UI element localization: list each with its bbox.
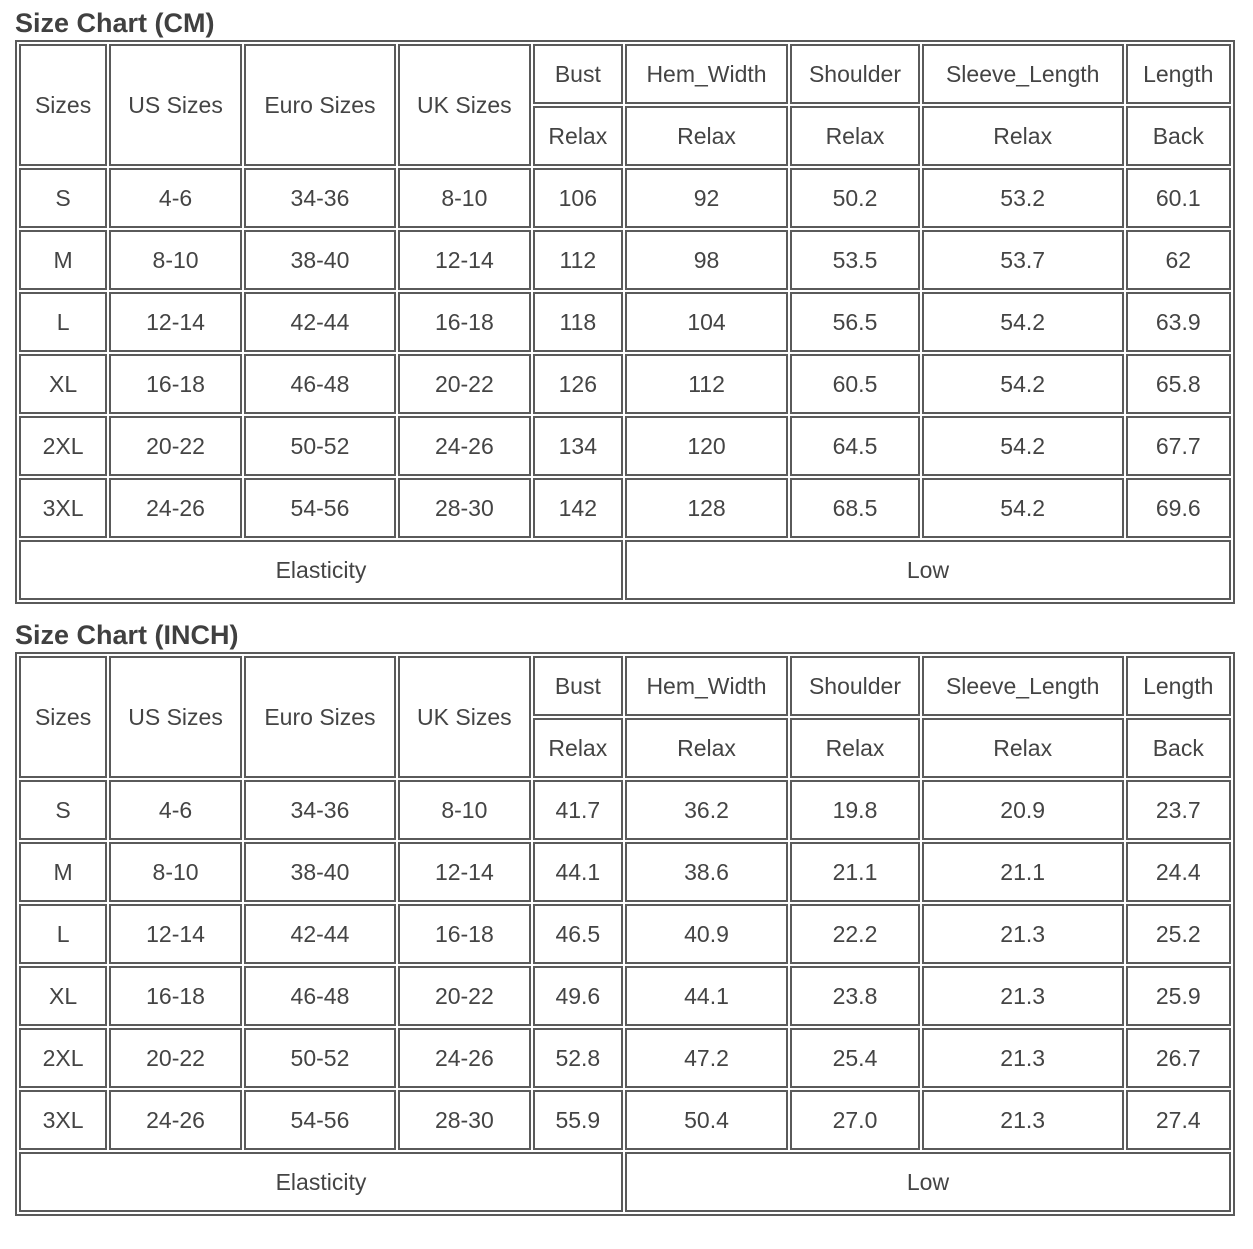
subheader-cell: Relax — [625, 718, 788, 778]
header-cell: Length — [1126, 656, 1231, 716]
elasticity-label: Elasticity — [19, 1152, 623, 1212]
table-cell: 20-22 — [109, 1028, 242, 1088]
table-cell: 120 — [625, 416, 788, 476]
header-cell: UK Sizes — [398, 656, 531, 778]
table-cell: 12-14 — [398, 842, 531, 902]
size-chart-cm-table — [15, 40, 1235, 604]
table-cell: 47.2 — [625, 1028, 788, 1088]
table-cell: 64.5 — [790, 416, 920, 476]
table-cell: 23.7 — [1126, 780, 1231, 840]
table-cell: 112 — [625, 354, 788, 414]
table-row — [19, 478, 1231, 538]
table-cell: 44.1 — [533, 842, 623, 902]
table-cell: S — [19, 168, 107, 228]
table-cell: 8-10 — [398, 780, 531, 840]
header-row-top — [19, 656, 1231, 716]
table-cell: 53.5 — [790, 230, 920, 290]
table-cell: 54.2 — [922, 354, 1124, 414]
table-cell: 24-26 — [398, 416, 531, 476]
table-cell: 38-40 — [244, 842, 396, 902]
table-cell: 21.3 — [922, 1028, 1124, 1088]
table-cell: 104 — [625, 292, 788, 352]
header-cell: Euro Sizes — [244, 44, 396, 166]
table-cell: XL — [19, 966, 107, 1026]
table-cell: 56.5 — [790, 292, 920, 352]
elasticity-value: Low — [625, 540, 1231, 600]
table-cell: 50.4 — [625, 1090, 788, 1150]
header-cell: Length — [1126, 44, 1231, 104]
table-cell: 21.3 — [922, 1090, 1124, 1150]
table-row — [19, 354, 1231, 414]
table-cell: 60.1 — [1126, 168, 1231, 228]
table-cell: 25.4 — [790, 1028, 920, 1088]
subheader-cell: Relax — [790, 106, 920, 166]
table-cell: 20.9 — [922, 780, 1124, 840]
table-row — [19, 168, 1231, 228]
header-cell: UK Sizes — [398, 44, 531, 166]
table-cell: L — [19, 292, 107, 352]
table-cell: 63.9 — [1126, 292, 1231, 352]
table-cell: 67.7 — [1126, 416, 1231, 476]
table-cell: 53.7 — [922, 230, 1124, 290]
table-cell: 24.4 — [1126, 842, 1231, 902]
header-cell: Bust — [533, 656, 623, 716]
table-cell: 16-18 — [109, 354, 242, 414]
subheader-cell: Relax — [922, 106, 1124, 166]
table-cell: 38.6 — [625, 842, 788, 902]
table-cell: 12-14 — [109, 292, 242, 352]
table-cell: 54-56 — [244, 478, 396, 538]
header-row-top — [19, 44, 1231, 104]
table-cell: S — [19, 780, 107, 840]
table-cell: 24-26 — [109, 478, 242, 538]
table-cell: 54-56 — [244, 1090, 396, 1150]
table-cell: 128 — [625, 478, 788, 538]
table-cell: 54.2 — [922, 292, 1124, 352]
header-cell: Euro Sizes — [244, 656, 396, 778]
table-cell: 8-10 — [109, 230, 242, 290]
table-cell: 22.2 — [790, 904, 920, 964]
table-cell: 50-52 — [244, 1028, 396, 1088]
header-cell: Shoulder — [790, 656, 920, 716]
table-cell: 42-44 — [244, 292, 396, 352]
table-cell: 55.9 — [533, 1090, 623, 1150]
subheader-cell: Back — [1126, 718, 1231, 778]
header-cell: Sizes — [19, 656, 107, 778]
table-row — [19, 966, 1231, 1026]
table-cell: 4-6 — [109, 780, 242, 840]
table-cell: 42-44 — [244, 904, 396, 964]
table-cell: 118 — [533, 292, 623, 352]
table-cell: M — [19, 842, 107, 902]
elasticity-row — [19, 540, 1231, 600]
table-cell: 24-26 — [109, 1090, 242, 1150]
table-cell: M — [19, 230, 107, 290]
table-row — [19, 1090, 1231, 1150]
table-cell: 12-14 — [398, 230, 531, 290]
table-cell: L — [19, 904, 107, 964]
table-cell: 44.1 — [625, 966, 788, 1026]
table-cell: 21.3 — [922, 904, 1124, 964]
table-cell: 106 — [533, 168, 623, 228]
table-cell: 46.5 — [533, 904, 623, 964]
table-cell: 27.4 — [1126, 1090, 1231, 1150]
table-row — [19, 780, 1231, 840]
table-cell: 53.2 — [922, 168, 1124, 228]
table-cell: 40.9 — [625, 904, 788, 964]
header-cell: US Sizes — [109, 656, 242, 778]
header-cell: Sizes — [19, 44, 107, 166]
table-cell: 98 — [625, 230, 788, 290]
subheader-cell: Relax — [533, 106, 623, 166]
table-cell: 16-18 — [109, 966, 242, 1026]
table-cell: 65.8 — [1126, 354, 1231, 414]
table-cell: 21.3 — [922, 966, 1124, 1026]
header-cell: Sleeve_Length — [922, 656, 1124, 716]
header-cell: US Sizes — [109, 44, 242, 166]
table-row — [19, 292, 1231, 352]
table-cell: 20-22 — [398, 966, 531, 1026]
size-chart-inch-title: Size Chart (INCH) — [15, 620, 239, 650]
table-cell: 26.7 — [1126, 1028, 1231, 1088]
table-cell: 23.8 — [790, 966, 920, 1026]
header-cell: Hem_Width — [625, 656, 788, 716]
table-row — [19, 230, 1231, 290]
table-cell: 60.5 — [790, 354, 920, 414]
elasticity-value: Low — [625, 1152, 1231, 1212]
table-cell: 12-14 — [109, 904, 242, 964]
table-cell: 38-40 — [244, 230, 396, 290]
table-cell: 34-36 — [244, 168, 396, 228]
table-cell: 24-26 — [398, 1028, 531, 1088]
table-cell: 54.2 — [922, 478, 1124, 538]
table-cell: 8-10 — [398, 168, 531, 228]
table-cell: 3XL — [19, 478, 107, 538]
table-cell: 16-18 — [398, 292, 531, 352]
table-cell: 20-22 — [109, 416, 242, 476]
header-cell: Shoulder — [790, 44, 920, 104]
table-cell: 46-48 — [244, 354, 396, 414]
table-cell: 25.9 — [1126, 966, 1231, 1026]
elasticity-row — [19, 1152, 1231, 1212]
table-cell: 52.8 — [533, 1028, 623, 1088]
table-cell: 16-18 — [398, 904, 531, 964]
table-cell: 62 — [1126, 230, 1231, 290]
subheader-cell: Relax — [790, 718, 920, 778]
header-cell: Bust — [533, 44, 623, 104]
table-cell: 2XL — [19, 1028, 107, 1088]
table-cell: 126 — [533, 354, 623, 414]
table-cell: 50-52 — [244, 416, 396, 476]
table-cell: XL — [19, 354, 107, 414]
size-chart-inch-table — [15, 652, 1235, 1216]
table-cell: 68.5 — [790, 478, 920, 538]
table-cell: 2XL — [19, 416, 107, 476]
subheader-cell: Relax — [625, 106, 788, 166]
table-cell: 34-36 — [244, 780, 396, 840]
table-cell: 28-30 — [398, 1090, 531, 1150]
table-cell: 112 — [533, 230, 623, 290]
table-row — [19, 904, 1231, 964]
table-cell: 134 — [533, 416, 623, 476]
subheader-cell: Relax — [922, 718, 1124, 778]
table-cell: 28-30 — [398, 478, 531, 538]
table-cell: 92 — [625, 168, 788, 228]
table-cell: 50.2 — [790, 168, 920, 228]
table-row — [19, 1028, 1231, 1088]
table-cell: 3XL — [19, 1090, 107, 1150]
table-cell: 69.6 — [1126, 478, 1231, 538]
subheader-cell: Back — [1126, 106, 1231, 166]
table-cell: 49.6 — [533, 966, 623, 1026]
table-cell: 20-22 — [398, 354, 531, 414]
size-chart-cm-title: Size Chart (CM) — [15, 8, 215, 38]
header-cell: Sleeve_Length — [922, 44, 1124, 104]
table-cell: 25.2 — [1126, 904, 1231, 964]
table-cell: 8-10 — [109, 842, 242, 902]
table-cell: 41.7 — [533, 780, 623, 840]
header-cell: Hem_Width — [625, 44, 788, 104]
table-cell: 27.0 — [790, 1090, 920, 1150]
subheader-cell: Relax — [533, 718, 623, 778]
table-cell: 19.8 — [790, 780, 920, 840]
table-row — [19, 842, 1231, 902]
table-cell: 21.1 — [922, 842, 1124, 902]
table-cell: 36.2 — [625, 780, 788, 840]
table-cell: 54.2 — [922, 416, 1124, 476]
table-row — [19, 416, 1231, 476]
table-cell: 4-6 — [109, 168, 242, 228]
elasticity-label: Elasticity — [19, 540, 623, 600]
table-cell: 46-48 — [244, 966, 396, 1026]
table-cell: 142 — [533, 478, 623, 538]
table-cell: 21.1 — [790, 842, 920, 902]
